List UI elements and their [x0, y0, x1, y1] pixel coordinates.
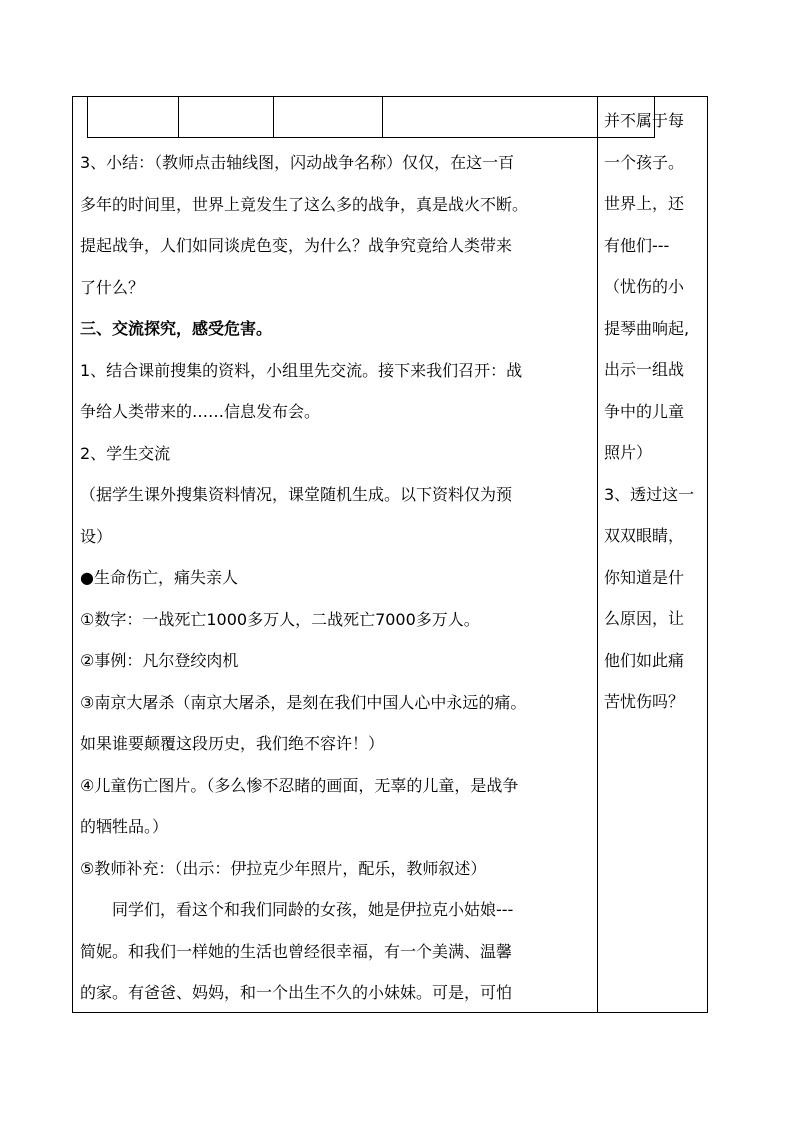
content-line: 提起战争，人们如同谈虎色变，为什么？战争究竟给人类带来	[80, 236, 513, 255]
content-line: 多年的时间里，世界上竟发生了这么多的战争，真是战火不断。	[80, 194, 529, 214]
side-note-line: 并不属于每	[604, 111, 685, 130]
content-line: 简妮。和我们一样她的生活也曾经很幸福，有一个美满、温馨	[80, 941, 513, 961]
side-note-line: 3、透过这一	[604, 484, 695, 504]
content-line: 了什么？	[80, 277, 145, 297]
inner-table-cell-border	[273, 96, 274, 137]
content-line: 争给人类带来的……信息发布会。	[80, 402, 321, 421]
content-line: ①数字：一战死亡1000多万人，二战死亡7000多万人。	[80, 609, 480, 629]
inner-table-cell-border	[597, 96, 598, 137]
content-line: ②事例：凡尔登绞肉机	[80, 651, 239, 670]
side-note-line: （忧伤的小	[604, 277, 685, 296]
side-note-line: 么原因，让	[604, 609, 685, 628]
content-line: 3、小结：（教师点击轴线图，闪动战争名称）仅仅，在这一百	[80, 153, 515, 172]
side-note-line: 他们如此痛	[604, 650, 685, 670]
side-note-line: 双双眼睛，	[604, 526, 685, 545]
side-note-line: 争中的儿童	[604, 401, 685, 421]
content-line: 如果谁要颠覆这段历史，我们绝不容许！）	[80, 734, 385, 753]
section-heading: 三、交流探究，感受危害。	[80, 319, 273, 338]
content-line: ③南京大屠杀（南京大屠杀，是刻在我们中国人心中永远的痛。	[80, 692, 527, 712]
content-line: 的家。有爸爸、妈妈，和一个出生不久的小妹妹。可是，可怕	[80, 983, 513, 1002]
inner-table-cell-border	[178, 96, 179, 137]
side-note-line: 照片）	[604, 443, 653, 462]
content-line: 的牺牲品。）	[80, 817, 169, 836]
side-note-line: 出示一组战	[604, 360, 685, 379]
side-note-line: 苦忧伤吗？	[604, 692, 685, 711]
content-line: 同学们，看这个和我们同龄的女孩，她是伊拉克小姑娘---	[112, 900, 514, 919]
inner-empty-table	[87, 96, 655, 138]
side-note-line: 一个孩子。	[604, 152, 685, 172]
side-note-line: 提琴曲响起,	[604, 318, 690, 338]
side-note-line: 世界上，还	[604, 194, 685, 213]
column-divider	[597, 96, 598, 1013]
main-content-column	[80, 142, 594, 1014]
side-notes-column	[604, 100, 704, 723]
content-line: 1、结合课前搜集的资料，小组里先交流。接下来我们召开：战	[80, 360, 523, 380]
content-line: 设）	[80, 526, 113, 546]
content-line: ●生命伤亡，痛失亲人	[80, 568, 238, 587]
content-line: （据学生课外搜集资料情况，课堂随机生成。以下资料仅为预	[80, 485, 513, 504]
content-line: ⑤教师补充：（出示：伊拉克少年照片，配乐，教师叙述）	[80, 858, 487, 878]
content-line: ④儿童伤亡图片。（多么惨不忍睹的画面，无辜的儿童，是战争	[80, 775, 519, 795]
content-line: 2、学生交流	[80, 443, 171, 463]
side-note-line: 你知道是什	[604, 567, 685, 587]
side-note-line: 有他们---	[604, 235, 670, 255]
inner-table-cell-border	[382, 96, 383, 137]
